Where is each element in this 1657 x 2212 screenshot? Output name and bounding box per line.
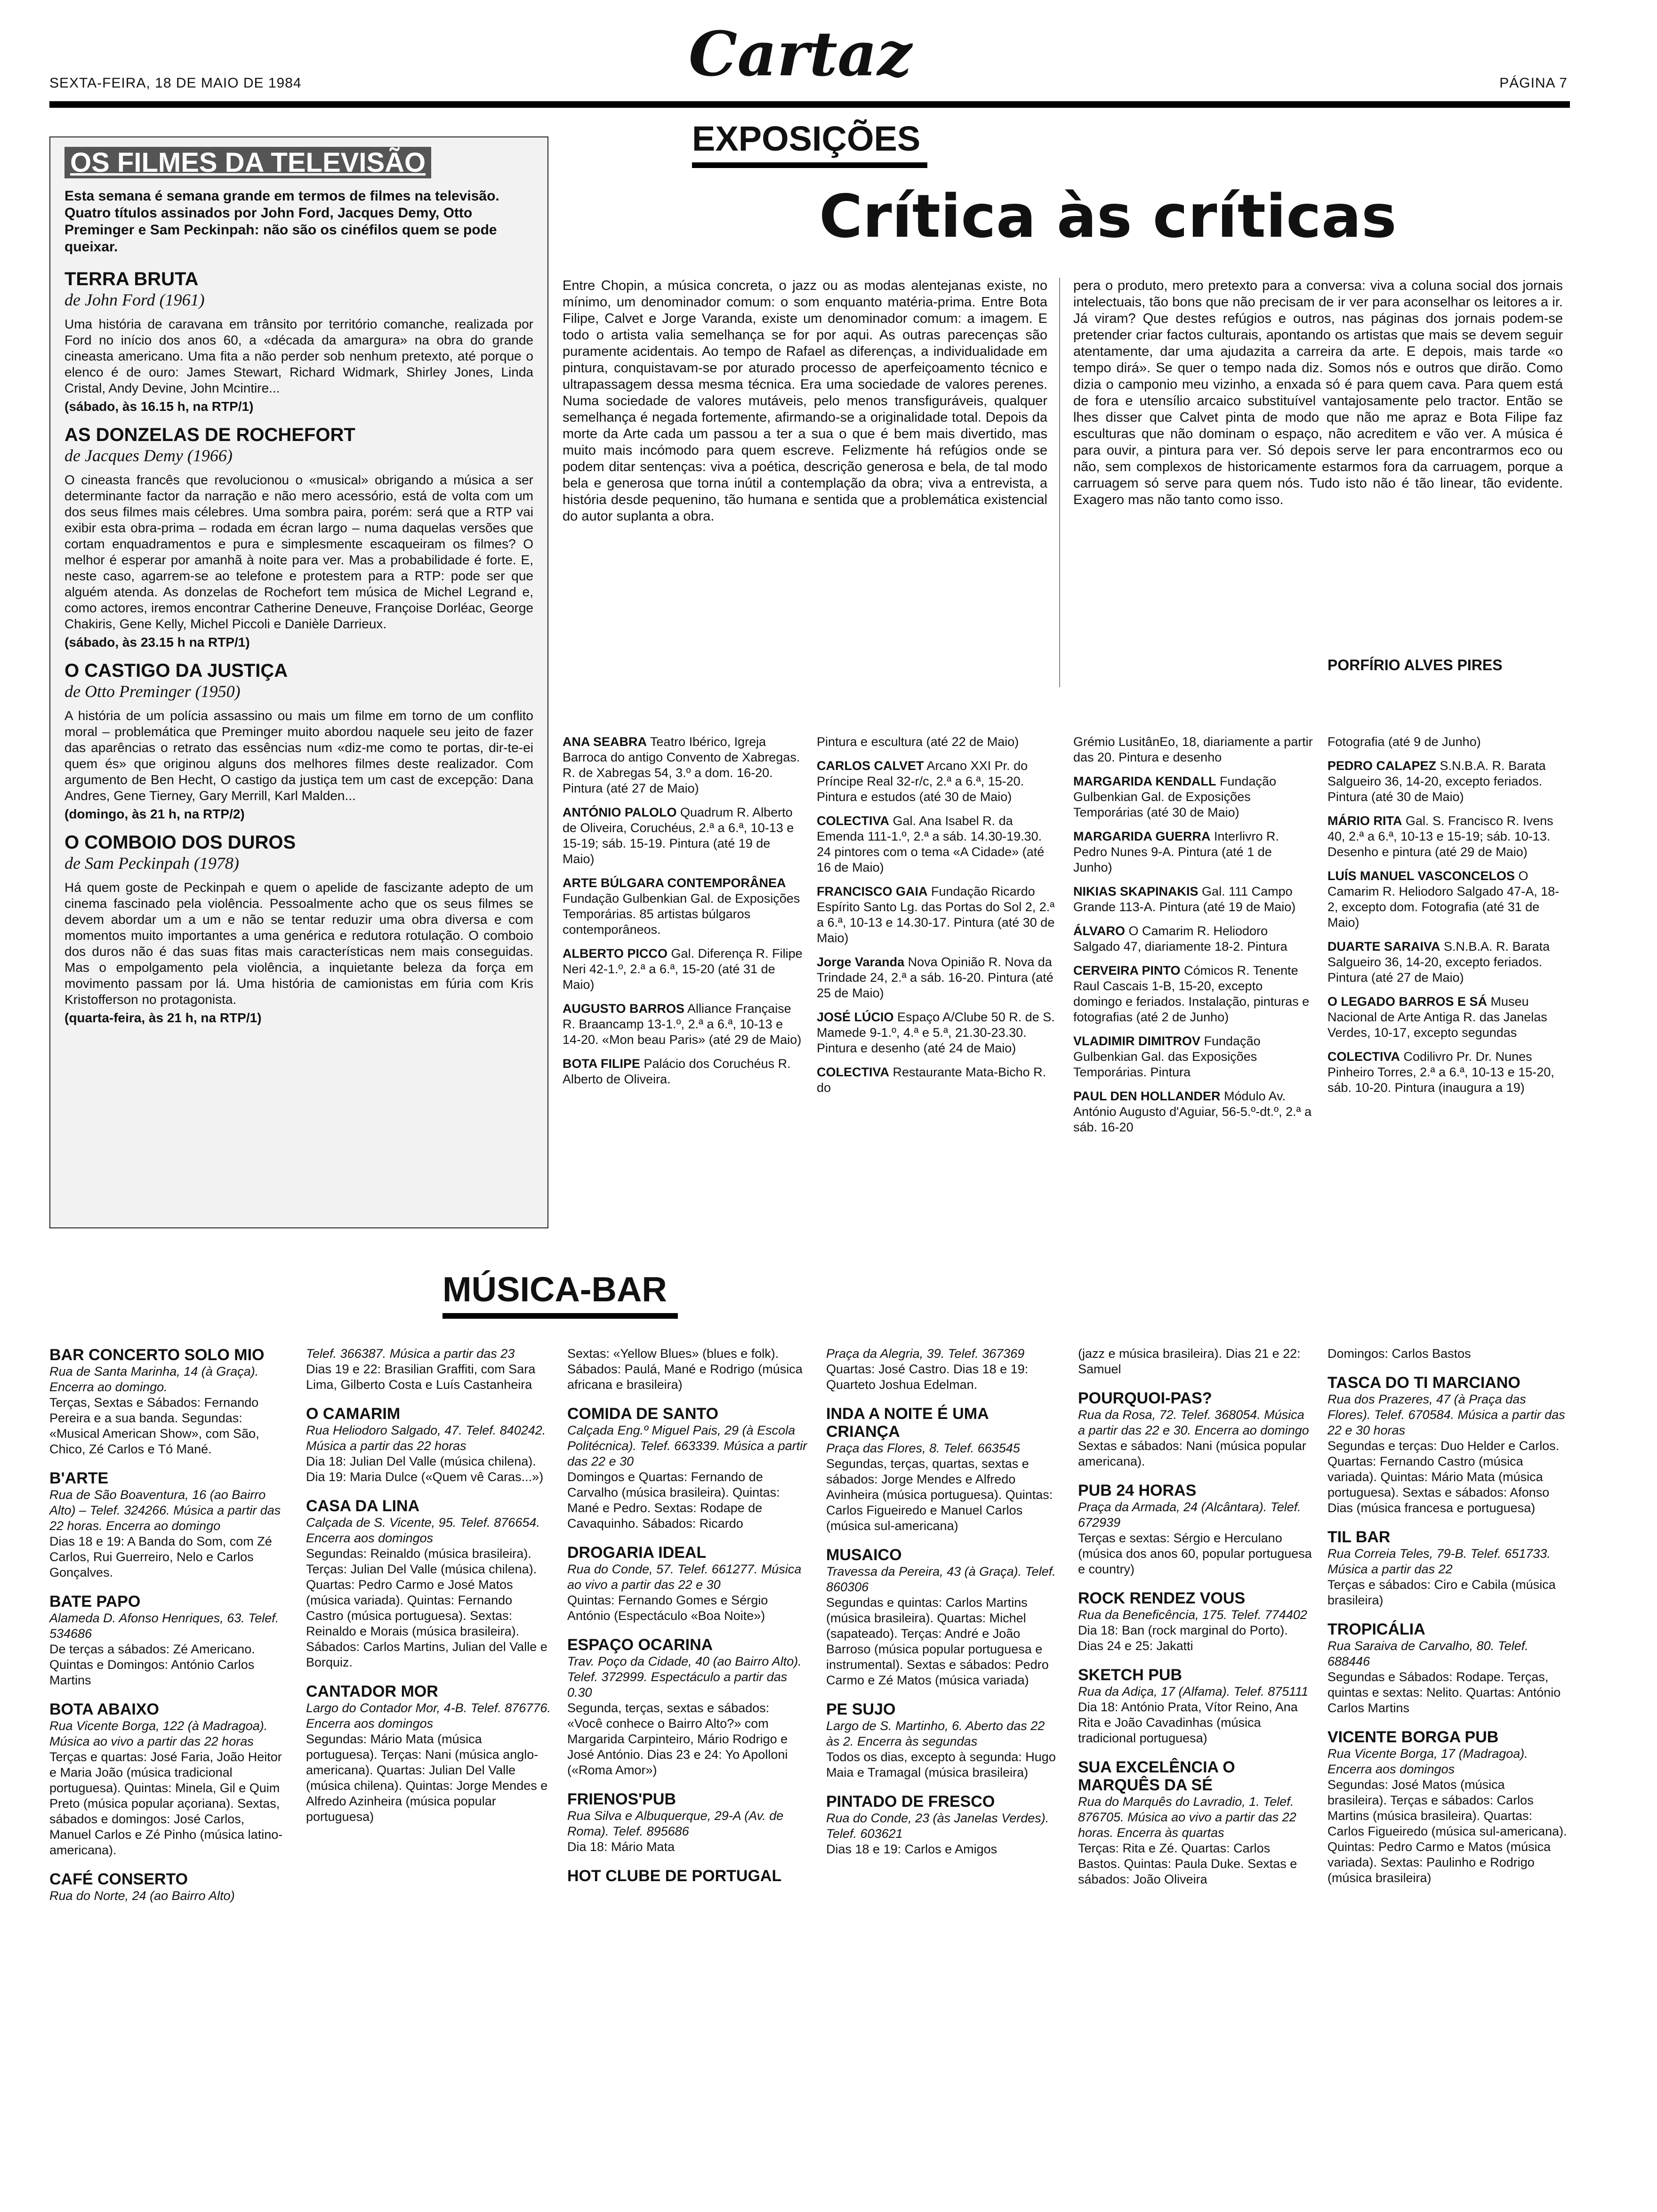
listing-details: Teatro Ibérico, Igreja Barroca do antigo Convento de Xabregas. R. de Xabregas 54, 3.º a dom. 16-20. Pintura (até 27 de Maio) [563, 735, 800, 795]
bar-listing [567, 1790, 807, 1855]
bar-programme: Segundas: Mário Mata (música portuguesa). Terças: Nani (música anglo-americana). Quartas: Julian Del Valle (música chilena). Quintas: Jorge Mendes e Alfredo Azinheira (música popular portuguesa) [306, 1732, 548, 1824]
bar-name: SKETCH PUB [1078, 1666, 1182, 1684]
listing-item [563, 1001, 803, 1048]
listing-details: Gal. Diferença R. Filipe Neri 42-1.º, 2.ª a 6.ª, 15-20 (até 31 de Maio) [563, 946, 803, 992]
bar-programme: Terças e sextas: Sérgio e Herculano (música dos anos 60, popular portuguesa e country) [1078, 1531, 1312, 1576]
bar-name: POURQUOI-PAS? [1078, 1389, 1212, 1407]
bar-name: MUSAICO [826, 1546, 902, 1564]
exposicoes-banner: EXPOSIÇÕES [692, 119, 921, 158]
bar-listing [567, 1544, 807, 1624]
bar-name: HOT CLUBE DE PORTUGAL [567, 1867, 782, 1885]
bar-name: SUA EXCELÊNCIA O MARQUÊS DA SÉ [1078, 1758, 1235, 1794]
listing-item [1327, 994, 1568, 1041]
listing-item [1327, 734, 1568, 750]
listing-item [817, 734, 1057, 750]
bar-name: O CAMARIM [306, 1405, 401, 1423]
bar-name: INDA A NOITE É UMA CRIANÇA [826, 1405, 989, 1441]
bar-address: Rua Saraiva de Carvalho, 80. Telef. 688446 [1327, 1639, 1528, 1668]
bar-address: Rua dos Prazeres, 47 (à Praça das Flores). Telef. 670584. Música a partir das 22 e 30 horas [1327, 1392, 1565, 1437]
listing-item [1327, 868, 1568, 930]
bar-column-1 [49, 1346, 290, 1916]
film-item [64, 425, 533, 650]
listing-item [563, 1056, 803, 1087]
bar-programme: Segundas e Sábados: Rodape. Terças, quintas e sextas: Nelito. Quartas: António Carlos Martins [1327, 1670, 1561, 1715]
bar-programme: Domingos e Quartas: Fernando de Carvalho (música brasileira). Quintas: Mané e Pedro. Sextas: Rodape de Cavaquinho. Sábados: Ricardo [567, 1470, 780, 1531]
listing-details: Arcano XXI Pr. do Príncipe Real 32-r/c, 2.ª a 6.ª, 15-20. Pintura e estudos (até 30 de Maio) [817, 759, 1028, 804]
bar-column-2 [306, 1346, 551, 1837]
listing-details: Gal. S. Francisco R. Ivens 40, 2.ª a 6.ª, 10-13 e 15-19; sáb. 10-13. Desenho e pintura (até 29 de Maio) [1327, 814, 1553, 859]
bar-programme: Sextas e sábados: Nani (música popular americana). [1078, 1439, 1306, 1468]
bar-listing [49, 1700, 290, 1858]
listing-item [563, 875, 803, 938]
bar-address: Largo de S. Martinho, 6. Aberto das 22 às 2. Encerra às segundas [826, 1719, 1045, 1748]
film-title: TERRA BRUTA [64, 269, 199, 289]
expo-listings-column-3 [1073, 734, 1313, 1144]
bar-listing [1078, 1482, 1313, 1577]
listing-artist: ANA SEABRA [563, 735, 647, 749]
bar-programme: Terças, Sextas e Sábados: Fernando Pereira e a sua banda. Segundas: «Musical American Show», com São, Chico, Zé Carlos e Tó Mané. [49, 1395, 259, 1456]
bar-programme: Todos os dias, excepto à segunda: Hugo Maia e Tramagal (música brasileira) [826, 1750, 1056, 1779]
bar-address: Rua da Adiça, 17 (Alfama). Telef. 875111 [1078, 1684, 1309, 1699]
film-director: de Jacques Demy (1966) [64, 446, 233, 465]
bar-column-6 [1327, 1346, 1568, 1898]
listing-details: Fundação Gulbenkian Gal. das Exposições Temporárias. Pintura [1073, 1034, 1261, 1079]
listing-artist: VLADIMIR DIMITROV [1073, 1034, 1200, 1048]
bar-address: Praça das Flores, 8. Telef. 663545 [826, 1441, 1020, 1455]
film-description: Há quem goste de Peckinpah e quem o apelide de fascizante adepto de um cinema fascinado pela violência. Pessoalmente acho que os seus filmes se devem abordar um a um e não se tentar reduzir uma obra diversa e com momentos muito importantes a uma genérica e redutora rotulação. O comboio dos duros não é das suas fitas mais características nem mais conseguidas. Mas o empolgamento pela violência, a inquietante beleza da força em movimento passam por lá. Uma história de camionistas em fúria com Kris Kristofferson no protagonista. [64, 880, 533, 1007]
bar-address: Rua do Norte, 24 (ao Bairro Alto) [49, 1889, 235, 1903]
bar-column-4 [826, 1346, 1062, 1869]
listing-artist: MÁRIO RITA [1327, 814, 1402, 828]
bar-listing [567, 1346, 807, 1393]
masthead-logo: Cartaz [688, 18, 912, 90]
film-title: O CASTIGO DA JUSTIÇA [64, 660, 288, 681]
listing-artist: MARGARIDA KENDALL [1073, 774, 1216, 788]
bar-address: Trav. Poço da Cidade, 40 (ao Bairro Alto). Telef. 372999. Espectáculo a partir das 0.30 [567, 1654, 802, 1699]
listing-item [1073, 829, 1313, 875]
bar-listing [1327, 1620, 1568, 1716]
listing-item [817, 954, 1057, 1001]
listing-details: Módulo Av. António Augusto d'Aguiar, 56-5.º-dt.º, 2.ª a sáb. 16-20 [1073, 1089, 1312, 1134]
listing-item [1073, 734, 1313, 765]
listing-artist: PAUL DEN HOLLANDER [1073, 1089, 1221, 1103]
listing-artist: DUARTE SARAIVA [1327, 939, 1440, 954]
listing-details: Fotografia (até 9 de Junho) [1327, 735, 1481, 749]
bar-name: TROPICÁLIA [1327, 1620, 1425, 1638]
listing-details: Grémio LusitânEo, 18, diariamente a partir das 20. Pintura e desenho [1073, 735, 1313, 764]
bar-name: COMIDA DE SANTO [567, 1405, 719, 1423]
bar-listing [306, 1346, 551, 1393]
bar-name: BAR CONCERTO SOLO MIO [49, 1346, 265, 1364]
listing-artist: ÁLVARO [1073, 924, 1125, 938]
bar-address: Rua de Santa Marinha, 14 (à Graça). Encerra ao domingo. [49, 1364, 259, 1394]
bar-name: CANTADOR MOR [306, 1683, 438, 1700]
listing-item [817, 1065, 1057, 1096]
listing-item [817, 884, 1057, 946]
bar-name: VICENTE BORGA PUB [1327, 1728, 1499, 1746]
header-date: SEXTA-FEIRA, 18 DE MAIO DE 1984 [49, 75, 302, 91]
bar-name: PINTADO DE FRESCO [826, 1793, 995, 1811]
listing-artist: ARTE BÚLGARA CONTEMPORÂNEA [563, 876, 786, 890]
listing-item [1327, 813, 1568, 860]
bar-listing [1327, 1346, 1568, 1362]
bar-programme: De terças a sábados: Zé Americano. Quintas e Domingos: António Carlos Martins [49, 1642, 255, 1687]
top-rule [49, 101, 1570, 108]
bar-listing [306, 1405, 551, 1485]
listing-item [1073, 1034, 1313, 1080]
bar-address: Rua Silva e Albuquerque, 29-A (Av. de Roma). Telef. 895686 [567, 1809, 784, 1838]
article-author: PORFÍRIO ALVES PIRES [1327, 657, 1503, 673]
listing-item [563, 734, 803, 796]
bar-name: DROGARIA IDEAL [567, 1544, 707, 1562]
bar-address: Praça da Armada, 24 (Alcântara). Telef. 672939 [1078, 1500, 1301, 1530]
bar-address: Largo do Contador Mor, 4-B. Telef. 876776. Encerra aos domingos [306, 1701, 551, 1731]
listing-details: Alliance Française R. Braancamp 13-1.º, 2.ª a 6.ª, 10-13 e 14-20. «Mon beau Paris» (até 29 de Maio) [563, 1002, 802, 1047]
expo-listings-column-2 [817, 734, 1057, 1104]
banner-underline [442, 1313, 678, 1319]
listing-artist: COLECTIVA [1327, 1050, 1400, 1064]
listing-details: Palácio dos Coruchéus R. Alberto de Oliveira. [563, 1057, 791, 1086]
listing-artist: BOTA FILIPE [563, 1057, 640, 1071]
bar-programme: Domingos: Carlos Bastos [1327, 1346, 1471, 1361]
listing-artist: Jorge Varanda [817, 955, 905, 969]
bar-programme: Segundas e quintas: Carlos Martins (música brasileira). Quartas: Michel (sapateado). Terças: André e João Barroso (música popular portuguesa e instrumental). Sextas e sábados: Pedro Carmo e Zé Matos (música variada) [826, 1595, 1049, 1687]
bar-address: Rua do Conde, 23 (às Janelas Verdes). Telef. 603621 [826, 1811, 1049, 1841]
listing-artist: CERVEIRA PINTO [1073, 963, 1181, 978]
bar-programme: Terças e quartas: José Faria, João Heitor e Maria João (música tradicional portuguesa). Quintas: Minela, Gil e Quim Preto (música popular açoriana). Sextas, sábados e domingos: José Carlos, Manuel Carlos e Zé Pinho (música latino-americana). [49, 1750, 283, 1857]
listing-item [1073, 774, 1313, 820]
film-director: de Otto Preminger (1950) [64, 682, 241, 701]
column-divider [1059, 278, 1060, 687]
film-director: de Sam Peckinpah (1978) [64, 854, 239, 873]
listing-details: Gal. 111 Campo Grande 113-A. Pintura (até 19 de Maio) [1073, 884, 1296, 914]
film-title: O COMBOIO DOS DUROS [64, 832, 296, 853]
listing-artist: FRANCISCO GAIA [817, 884, 928, 898]
listing-item [817, 813, 1057, 875]
listing-artist: O LEGADO BARROS E SÁ [1327, 994, 1488, 1009]
listing-details: Fundação Ricardo Espírito Santo Lg. das Portas do Sol 2, 2.ª a 6.ª, 10-13 e 14.30-17. Pintura (até 30 de Maio) [817, 884, 1055, 945]
bar-programme: Dia 18: Julian Del Valle (música chilena). Dia 19: Maria Dulce («Quem vê Caras...») [306, 1454, 544, 1484]
listing-artist: MARGARIDA GUERRA [1073, 829, 1211, 843]
listing-item [1327, 758, 1568, 805]
film-director: de John Ford (1961) [64, 290, 205, 309]
bar-listing [826, 1793, 1062, 1857]
bar-listing [1078, 1666, 1313, 1746]
bar-programme: Segunda, terças, sextas e sábados: «Você conhece o Bairro Alto?» com Margarida Carpinteiro, Mário Rodrigo e José António. Dias 23 e 24: Yo Apolloni («Roma Amor») [567, 1701, 788, 1777]
listing-details: Codilivro Pr. Dr. Nunes Pinheiro Torres, 2.ª a 6.ª, 10-13 e 15-20, sáb. 10-20. Pintura (inaugura a 19) [1327, 1050, 1554, 1095]
bar-listing [1327, 1374, 1568, 1516]
listing-item [1327, 1049, 1568, 1096]
listing-details: Gal. Ana Isabel R. da Emenda 111-1.º, 2.ª a sáb. 14.30-19.30. 24 pintores com o tema «A Cidade» (até 16 de Maio) [817, 814, 1045, 874]
bar-column-3 [567, 1346, 807, 1897]
bar-listing [826, 1546, 1062, 1688]
listing-details: S.N.B.A. R. Barata Salgueiro 36, 14-20, excepto feriados. Pintura (até 30 de Maio) [1327, 759, 1546, 804]
bar-name: CASA DA LINA [306, 1497, 420, 1515]
bar-address: Rua Vicente Borga, 17 (Madragoa). Encerra aos domingos [1327, 1747, 1528, 1776]
expo-listings-column-4 [1327, 734, 1568, 1104]
bar-name: BATE PAPO [49, 1593, 141, 1611]
film-item [64, 269, 533, 414]
bar-address: Travessa da Pereira, 43 (à Graça). Telef. 860306 [826, 1564, 1056, 1594]
bar-address: Rua do Marquês do Lavradio, 1. Telef. 876705. Música ao vivo a partir das 22 horas. Encerra às quartas [1078, 1795, 1296, 1840]
bar-listing [1327, 1728, 1568, 1886]
listing-details: O Camarim R. Heliodoro Salgado 47-A, 18-2, excepto dom. Fotografia (até 31 de Maio) [1327, 869, 1560, 930]
listing-details: Espaço A/Clube 50 R. de S. Mamede 9-1.º, 4.ª e 5.ª, 21.30-23.30. Pintura e desenho (até 24 de Maio) [817, 1010, 1055, 1055]
tv-films-box [49, 136, 548, 1228]
listing-item [563, 946, 803, 993]
film-schedule: (domingo, às 21 h, na RTP/2) [64, 807, 245, 821]
bar-listing [567, 1405, 807, 1531]
article-headline: Crítica às críticas [819, 182, 1397, 251]
film-schedule: (quarta-feira, às 21 h, na RTP/1) [64, 1010, 262, 1025]
bar-name: TIL BAR [1327, 1528, 1391, 1546]
bar-address: Rua do Conde, 57. Telef. 661277. Música ao vivo a partir das 22 e 30 [567, 1562, 802, 1592]
bar-listing [49, 1593, 290, 1688]
bar-listing [567, 1867, 807, 1885]
listing-item [1073, 923, 1313, 954]
bar-listing [1078, 1346, 1313, 1377]
expo-listings-column-1 [563, 734, 803, 1096]
listing-item [563, 805, 803, 867]
bar-name: PUB 24 HORAS [1078, 1482, 1197, 1499]
bar-programme: Terças e sábados: Ciro e Cabila (música brasileira) [1327, 1578, 1556, 1607]
bar-address: Rua Correia Teles, 79-B. Telef. 651733. Música a partir das 22 [1327, 1547, 1551, 1576]
bar-programme: Segundas, terças, quartas, sextas e sábados: Jorge Mendes e Alfredo Avinheira (música portuguesa). Quintas: Carlos Figueiredo e Manuel Carlos (música sul-americana) [826, 1457, 1053, 1533]
listing-artist: COLECTIVA [817, 1065, 889, 1079]
bar-column-5 [1078, 1346, 1313, 1899]
bar-programme: Dia 18: António Prata, Vítor Reino, Ana Rita e João Cavadinhas (música tradicional portuguesa) [1078, 1700, 1298, 1745]
listing-item [817, 758, 1057, 805]
bar-listing [49, 1346, 290, 1457]
bar-address: Rua da Beneficência, 175. Telef. 774402 [1078, 1608, 1307, 1622]
article-column-1: Entre Chopin, a música concreta, o jazz ou as modas alentejanas existe, no mínimo, um denominador comum: o som enquanto matéria-prima. Entre Bota Filipe, Calvet e Jorge Varanda, existe um denominador comum: a imagem. E todo o artista valia semelhança se for por aqui. As outras parecenças são puramente acidentais. Ao tempo de Rafael as diferenças, a individualidade em pintura, conquistavam-se por aturado processo de aperfeiçoamento técnico e ultrapassagem dessa mesma técnica. Era uma sociedade de valores perenes. Numa sociedade de valores mutáveis, pelo menos transfiguráveis, qualquer semelhança é negada fortemente, afirmando-se a originalidade total. Depois da morte da Arte cada um passou a ter a sua o que é bem mais divertido, mas muito mais incómodo para quem escreve. Felizmente há refúgios onde se podem ditar sentenças: viva a poética, descrição generosa e bela, de tal modo bela e generosa que torna inútil a contemplação da obra; viva a entrevista, a história desde pequenino, tão humana e sentida que a problemática existencial do autor suplanta a obra. [563, 278, 1047, 524]
bar-listing [1327, 1528, 1568, 1608]
listing-artist: PEDRO CALAPEZ [1327, 759, 1437, 773]
musica-bar-banner: MÚSICA-BAR [442, 1270, 667, 1309]
bar-programme: Quartas: José Castro. Dias 18 e 19: Quarteto Joshua Edelman. [826, 1362, 1029, 1392]
bar-address: Rua Vicente Borga, 122 (à Madragoa). Música ao vivo a partir das 22 horas [49, 1719, 268, 1748]
listing-artist: COLECTIVA [817, 814, 889, 828]
bar-listing [826, 1405, 1062, 1534]
listing-item [1073, 963, 1313, 1025]
bar-programme: Terças: Rita e Zé. Quartas: Carlos Bastos. Quintas: Paula Duke. Sextas e sábados: João Oliveira [1078, 1841, 1297, 1886]
film-schedule: (sábado, às 23.15 h na RTP/1) [64, 635, 250, 649]
bar-name: BOTA ABAIXO [49, 1700, 159, 1718]
bar-programme: Dia 18: Ban (rock marginal do Porto). Dias 24 e 25: Jakatti [1078, 1623, 1288, 1653]
listing-artist: ANTÓNIO PALOLO [563, 805, 677, 819]
bar-listing [306, 1683, 551, 1825]
bar-programme: Dia 18: Mário Mata [567, 1840, 675, 1854]
bar-listing [306, 1497, 551, 1670]
bar-programme: (jazz e música brasileira). Dias 21 e 22: Samuel [1078, 1346, 1301, 1376]
tv-intro: Esta semana é semana grande em termos de filmes na televisão. Quatro títulos assinados por John Ford, Jacques Demy, Otto Preminger e Sam Peckinpah: não são os cinéfilos quem se pode queixar. [64, 188, 499, 255]
listing-details: Cómicos R. Tenente Raul Cascais 1-B, 15-20, excepto domingo e feriados. Instalação, pinturas e fotografias (até 2 de Junho) [1073, 963, 1310, 1024]
listing-details: O Camarim R. Heliodoro Salgado 47, diariamente 18-2. Pintura [1073, 924, 1287, 954]
film-item [64, 660, 533, 822]
film-schedule: (sábado, às 16.15 h, na RTP/1) [64, 399, 254, 414]
bar-address: Rua da Rosa, 72. Telef. 368054. Música a partir das 22 e 30. Encerra ao domingo [1078, 1408, 1309, 1437]
listing-artist: ALBERTO PICCO [563, 946, 668, 961]
article-column-2: pera o produto, mero pretexto para a conversa: viva a coluna social dos jornais intelectuais, tão bons que não precisam de ir ver para aconselhar os leitores a ir. Já viram? Que destes refúgios e outros, nas páginas dos jornais podem-se pretender criar factos culturais, apontando os artistas que mais se devem seguir atentamente, dar uma ajudazita a carreira da arte. E depois, mais tarde «o tempo dirá». Se quer o tempo nada diz. Somos nós e outros que dirão. Como dizia o camponio meu vizinho, a enxada só é para quem cava. Para quem está de fora e utensílio arcaico substituível vantajosamente pelo tractor. Então se lhes disser que Calvet pinta de modo que não me apraz e Bota Filipe faz esculturas que não dominam o espaço, não acreditem e vão ver. A música é para ouvir, a pintura para ver. Só depois serve ler para encontrarmos eco ou não, sem complexos de historicamente estarmos fora da carruagem, porque a carruagem só serve para quem nós. Tudo isto não é tão linear, tão evidente. Exagero mas não tanto como isso. [1073, 278, 1563, 507]
listing-details: Pintura e escultura (até 22 de Maio) [817, 735, 1019, 749]
listing-artist: LUÍS MANUEL VASCONCELOS [1327, 869, 1515, 883]
listing-item [1073, 884, 1313, 915]
film-description: Uma história de caravana em trânsito por território comanche, realizada por Ford no início dos anos 60, a «década da amargura» na obra do grande cineasta americano. Uma fita a não perder sob nenhum pretexto, até porque o elenco é de ouro: James Stewart, Richard Widmark, Shirley Jones, Linda Cristal, Andy Devine, John Mcintire... [64, 317, 533, 395]
bar-name: ESPAÇO OCARINA [567, 1636, 713, 1654]
bar-listing [826, 1700, 1062, 1780]
bar-listing [49, 1870, 290, 1904]
bar-address: Calçada de S. Vicente, 95. Telef. 876654. Encerra aos domingos [306, 1515, 540, 1545]
bar-programme: Dias 19 e 22: Brasilian Graffiti, com Sara Lima, Gilberto Costa e Luís Castanheira [306, 1362, 536, 1392]
bar-programme: Sextas: «Yellow Blues» (blues e folk). Sábados: Paulá, Mané e Rodrigo (música africana e brasileira) [567, 1346, 803, 1392]
bar-name: ROCK RENDEZ VOUS [1078, 1589, 1246, 1607]
bar-programme: Dias 18 e 19: A Banda do Som, com Zé Carlos, Rui Guerreiro, Nelo e Carlos Gonçalves. [49, 1534, 272, 1579]
listing-details: Interlivro R. Pedro Nunes 9-A. Pintura (até 1 de Junho) [1073, 829, 1279, 874]
bar-programme: Segundas e terças: Duo Helder e Carlos. Quartas: Fernando Castro (música variada). Quintas: Mário Mata (música portuguesa). Sextas e sábados: Afonso Dias (música francesa e portuguesa) [1327, 1439, 1560, 1515]
film-title: AS DONZELAS DE ROCHEFORT [64, 425, 355, 445]
listing-details: S.N.B.A. R. Barata Salgueiro 36, 14-20, excepto feriados. Pintura (até 27 de Maio) [1327, 939, 1550, 985]
bar-name: TASCA DO TI MARCIANO [1327, 1374, 1520, 1392]
bar-programme: Segundas: Reinaldo (música brasileira). Terças: Julian Del Valle (música chilena). Quartas: Pedro Carmo e José Matos (música variada). Quintas: Fernando Castro (música portuguesa). Sextas: Reinaldo e Morais (música brasileira). Sábados: Carlos Martins, Julian del Valle e Borquiz. [306, 1547, 547, 1669]
bar-listing [1078, 1389, 1313, 1469]
bar-address: Praça da Alegria, 39. Telef. 367369 [826, 1346, 1025, 1361]
listing-item [1073, 1089, 1313, 1135]
bar-programme: Dias 18 e 19: Carlos e Amigos [826, 1842, 997, 1856]
bar-name: CAFÉ CONSERTO [49, 1870, 188, 1888]
listing-item [817, 1010, 1057, 1056]
film-item [64, 832, 533, 1026]
bar-address: Rua Heliodoro Salgado, 47. Telef. 840242. Música a partir das 22 horas [306, 1423, 546, 1453]
bar-listing [1078, 1589, 1313, 1654]
bar-listing [567, 1636, 807, 1778]
listing-artist: JOSÉ LÚCIO [817, 1010, 894, 1024]
bar-listing [826, 1346, 1062, 1393]
film-description: A história de um polícia assassino ou mais um filme em torno de um conflito moral – problemática que Preminger muito abordou naquele seu jeito de fazer das aparências o retrato das essências num «diz-me como te portas, dir-te-ei quem és» que originou alguns dos melhores filmes deste realizador. Com argumento de Ben Hecht, O castigo da justiça tem um cast de excepção: Dana Andres, Gene Tierney, Gary Merrill, Karl Malden... [64, 708, 533, 803]
bar-address: Rua de São Boaventura, 16 (ao Bairro Alto) – Telef. 324266. Música a partir das 22 horas. Encerra ao domingo [49, 1488, 281, 1533]
bar-address: Telef. 366387. Música a partir das 23 [306, 1346, 515, 1361]
bar-name: PE SUJO [826, 1700, 896, 1718]
listing-artist: NIKIAS SKAPINAKIS [1073, 884, 1199, 898]
bar-programme: Segundas: José Matos (música brasileira). Terças e sábados: Carlos Martins (música brasileira). Quartas: Carlos Figueiredo (música sul-americana). Quintas: Pedro Carmo e Matos (música variada). Sextas: Paulinho e Rodrigo (música brasileira) [1327, 1778, 1567, 1885]
listing-details: Museu Nacional de Arte Antiga R. das Janelas Verdes, 10-17, excepto segundas [1327, 994, 1547, 1040]
listing-details: Fundação Gulbenkian Gal. de Exposições Temporárias. 85 artistas búlgaros contemporâneos. [563, 891, 800, 937]
banner-underline [692, 162, 927, 168]
listing-artist: CARLOS CALVET [817, 759, 924, 773]
listing-details: Fundação Gulbenkian Gal. de Exposições Temporárias (até 30 de Maio) [1073, 774, 1277, 819]
listing-artist: AUGUSTO BARROS [563, 1002, 685, 1016]
header-page-number: PÁGINA 7 [1499, 75, 1568, 91]
listing-details: Quadrum R. Alberto de Oliveira, Coruchéus, 2.ª a 6.ª, 10-13 e 15-19; sáb. 15-19. Pintura (até 19 de Maio) [563, 805, 794, 866]
tv-section-title: OS FILMES DA TELEVISÃO [64, 147, 431, 178]
listing-details: Restaurante Mata-Bicho R. do [817, 1065, 1046, 1095]
bar-name: FRIENOS'PUB [567, 1790, 676, 1808]
bar-programme: Quintas: Fernando Gomes e Sérgio António (Espectáculo «Boa Noite») [567, 1593, 768, 1623]
bar-listing [49, 1469, 290, 1580]
bar-address: Alameda D. Afonso Henriques, 63. Telef. 534686 [49, 1611, 279, 1641]
listing-item [1327, 939, 1568, 986]
bar-listing [1078, 1758, 1313, 1887]
listing-details: Nova Opinião R. Nova da Trindade 24, 2.ª a sáb. 16-20. Pintura (até 25 de Maio) [817, 955, 1054, 1000]
bar-address: Calçada Eng.º Miguel Pais, 29 (à Escola Politécnica). Telef. 663339. Música a partir das 22 e 30 [567, 1423, 807, 1468]
bar-name: B'ARTE [49, 1469, 109, 1487]
film-description: O cineasta francês que revolucionou o «musical» obrigando a música a ser determinante factor da narração e não mero acessório, está de volta com um dos seus filmes mais célebres. Uma sombra paira, porém: será que a RTP vai exibir esta obra-prima – rodada em écran largo – numa daquelas versões que cortam enquadramentos e pura e simplesmente escaqueiram os filmes? O melhor é esperar por amanhã à noite para ver. Mas a probabilidade é forte. E, neste caso, agarrem-se ao telefone e protestem para a RTP: pode ser que alguém atenda. As donzelas de Rochefort tem música de Michel Legrand e, como actores, iremos encontrar Catherine Deneuve, Françoise Dorléac, George Chakiris, Gene Kelly, Michel Piccoli e Danièle Darrieux. [64, 473, 533, 631]
